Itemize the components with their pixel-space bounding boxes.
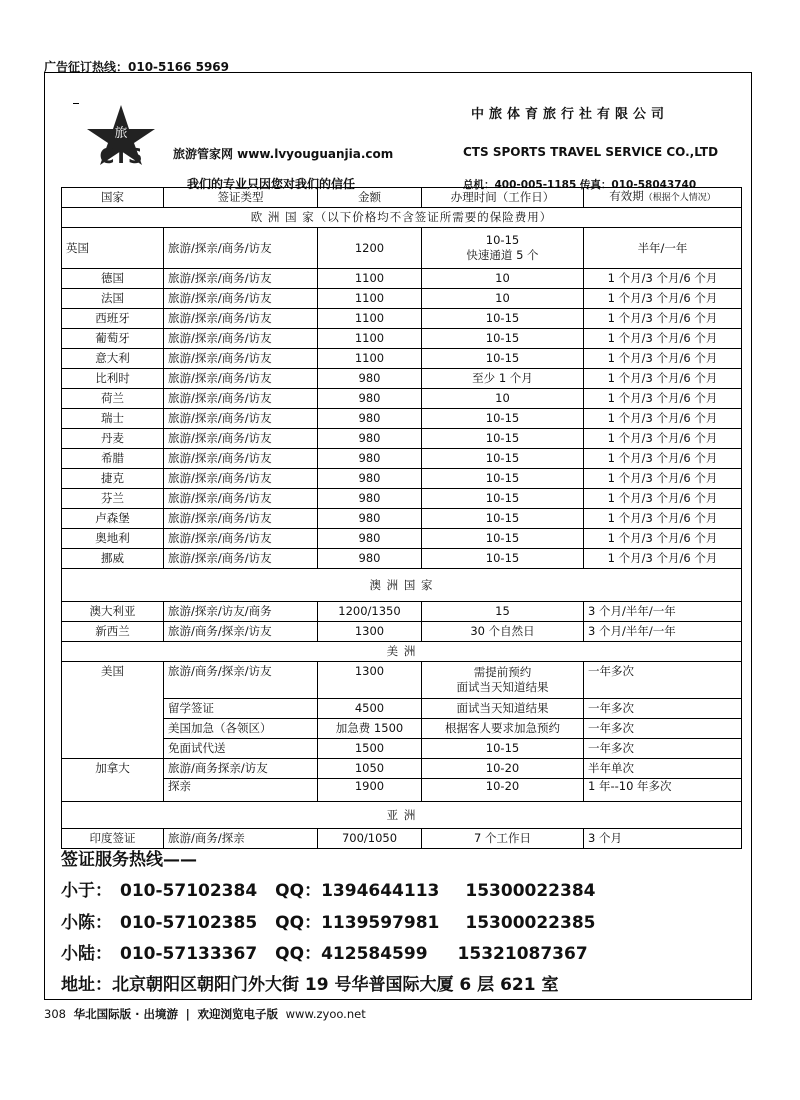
website[interactable]: 旅游管家网 www.lvyouguanjia.com [173, 147, 394, 161]
table-row: 加拿大 旅游/商务探亲/访友 1050 10-20 半年单次 [62, 759, 742, 779]
table-row: 留学签证 4500 面试当天知道结果 一年多次 [62, 699, 742, 719]
table-row: 澳大利亚 旅游/探亲/访友/商务 1200/1350 15 3 个月/半年/一年 [62, 602, 742, 622]
slogan: 我们的专业只因您对我们的信任 [187, 177, 356, 191]
header-fee: 金额 [318, 188, 422, 208]
corner-mark [73, 103, 79, 104]
table-row: 挪威 旅游/探亲/商务/访友 980 10-15 1 个月/3 个月/6 个月 [62, 549, 742, 569]
table-row: 法国 旅游/探亲/商务/访友 1100 10 1 个月/3 个月/6 个月 [62, 289, 742, 309]
ad-hotline: 广告征订热线：010-5166 5969 [44, 60, 230, 74]
table-row: 瑞士 旅游/探亲/商务/访友 980 10-15 1 个月/3 个月/6 个月 [62, 409, 742, 429]
header-country: 国家 [62, 188, 164, 208]
contact-2: 小陈： 010-57102385 QQ：1139597981 15300022385 [61, 913, 596, 933]
header [61, 85, 741, 191]
contact-3: 小陆： 010-57133367 QQ：412584599 15321087367 [61, 944, 588, 964]
table-row: 探亲 1900 10-20 1 年--10 年多次 [62, 779, 742, 802]
footer-url[interactable]: www.zyoo.net [285, 1007, 366, 1021]
visa-table [61, 187, 742, 849]
table-row: 葡萄牙 旅游/探亲/商务/访友 1100 10-15 1 个月/3 个月/6 个月 [62, 329, 742, 349]
table-row: 捷克 旅游/探亲/商务/访友 980 10-15 1 个月/3 个月/6 个月 [62, 469, 742, 489]
section-americas: 美 洲 [62, 642, 742, 662]
logo-text: CTS [99, 144, 143, 167]
section-oceania: 澳 洲 国 家 [62, 569, 742, 602]
page-number: 308 [44, 1007, 66, 1021]
table-row: 芬兰 旅游/探亲/商务/访友 980 10-15 1 个月/3 个月/6 个月 [62, 489, 742, 509]
table-row: 英国 旅游/探亲/商务/访友 1200 10-15 快速通道 5 个 半年/一年 [62, 228, 742, 269]
page-frame [44, 72, 752, 1000]
table-row: 西班牙 旅游/探亲/商务/访友 1100 10-15 1 个月/3 个月/6 个月 [62, 309, 742, 329]
table-row: 印度签证 旅游/商务/探亲 700/1050 7 个工作日 3 个月 [62, 829, 742, 849]
header-visa-type: 签证类型 [164, 188, 318, 208]
contact-1: 小于： 010-57102384 QQ：1394644113 15300022384 [61, 881, 596, 901]
table-row: 美国加急（各领区） 加急费 1500 根据客人要求加急预约 一年多次 [62, 719, 742, 739]
address: 地址：北京朝阳区朝阳门外大街 19 号华普国际大厦 6 层 621 室 [61, 975, 559, 995]
table-row: 丹麦 旅游/探亲/商务/访友 980 10-15 1 个月/3 个月/6 个月 [62, 429, 742, 449]
cts-logo [81, 103, 161, 167]
europe-rows [62, 269, 742, 569]
table-row: 荷兰 旅游/探亲/商务/访友 980 10 1 个月/3 个月/6 个月 [62, 389, 742, 409]
footer [44, 1006, 366, 1022]
table-row: 奥地利 旅游/探亲/商务/访友 980 10-15 1 个月/3 个月/6 个月 [62, 529, 742, 549]
header-validity: 有效期（根据个人情况） [584, 188, 742, 208]
table-row: 免面试代送 1500 10-15 一年多次 [62, 739, 742, 759]
logo-glyph: 旅 [114, 126, 128, 141]
browse-text: 欢迎浏览电子版 [197, 1007, 278, 1021]
star-logo-icon [81, 103, 161, 167]
hotline-title: 签证服务热线—— [61, 850, 197, 870]
phone-fax: 总机：400-005-1185 传真：010-58043740 [463, 179, 697, 191]
table-header-row [62, 188, 742, 208]
table-row: 新西兰 旅游/商务/探亲/访友 1300 30 个自然日 3 个月/半年/一年 [62, 622, 742, 642]
oceania-rows [62, 602, 742, 642]
footer-separator: | [185, 1007, 190, 1021]
table-row: 意大利 旅游/探亲/商务/访友 1100 10-15 1 个月/3 个月/6 个月 [62, 349, 742, 369]
table-row: 美国 旅游/商务/探亲/访友 1300 需提前预约 面试当天知道结果 一年多次 [62, 662, 742, 699]
table-row: 希腊 旅游/探亲/商务/访友 980 10-15 1 个月/3 个月/6 个月 [62, 449, 742, 469]
publication: 华北国际版 · 出境游 [73, 1007, 178, 1021]
header-processing-time: 办理时间（工作日） [422, 188, 584, 208]
table-row: 卢森堡 旅游/探亲/商务/访友 980 10-15 1 个月/3 个月/6 个月 [62, 509, 742, 529]
section-europe: 欧 洲 国 家（以下价格均不含签证所需要的保险费用） [62, 208, 742, 228]
company-name-en: CTS SPORTS TRAVEL SERVICE CO.,LTD [463, 145, 719, 159]
table-row: 比利时 旅游/探亲/商务/访友 980 至少 1 个月 1 个月/3 个月/6 个月 [62, 369, 742, 389]
section-asia: 亚 洲 [62, 802, 742, 829]
table-row: 德国 旅游/探亲/商务/访友 1100 10 1 个月/3 个月/6 个月 [62, 269, 742, 289]
company-name-cn: 中旅体育旅行社有限公司 [471, 107, 670, 122]
